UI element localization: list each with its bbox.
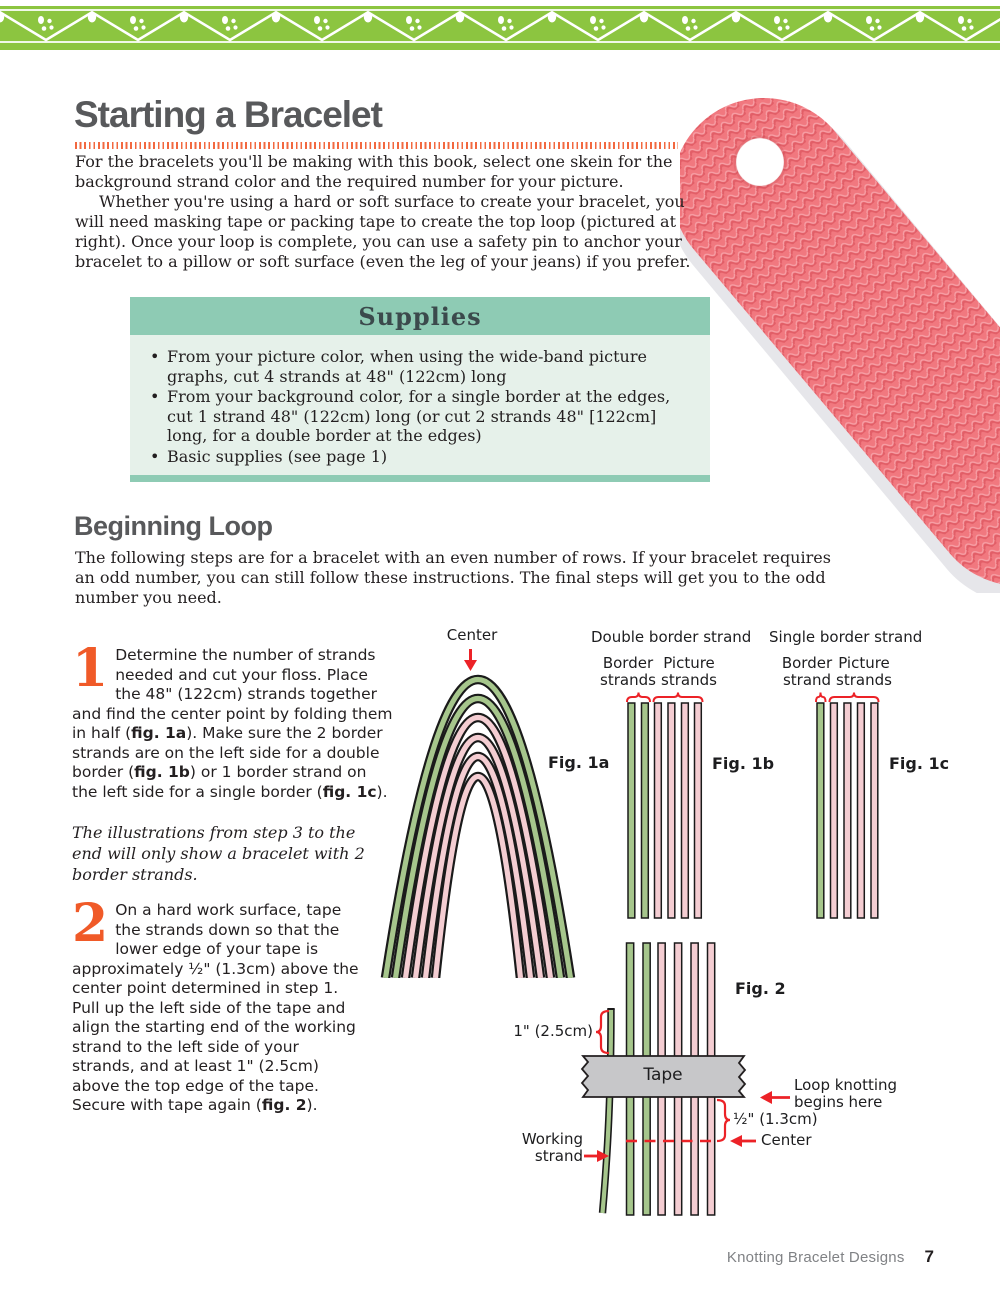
fig2-bottom-measure-label: ½" (1.3cm) (733, 1110, 818, 1128)
supplies-item: • From your background color, for a single border at the edges, cut 1 strand 48" (122cm) long (or cut 2 strands 48" [122cm] long, for a double border at the edges) (150, 387, 694, 446)
fig1b-border-label: Border strands (600, 654, 656, 689)
section-heading-beginning-loop: Beginning Loop (74, 511, 273, 541)
fig2-loop-note-arrow (760, 1091, 790, 1104)
beginning-loop-paragraph: The following steps are for a bracelet with an even number of rows. If your bracelet requires an odd number, you can still follow these instructions. The final steps will get you to the odd number you need. (75, 548, 831, 607)
title-underline-rule (75, 142, 678, 149)
fig1a-caption: Fig. 1a (548, 753, 610, 772)
fig2-top-measure-label: 1" (2.5cm) (513, 1022, 593, 1040)
fig2-working-strand-label: Working strand (521, 1130, 583, 1165)
fig2-loop-note-label: Loop knotting begins here (794, 1076, 898, 1111)
fig1b-title: Double border strand (591, 628, 752, 646)
fig1c-strands (817, 703, 878, 918)
fig1b-caption: Fig. 1b (712, 754, 775, 773)
bracelet-photo-graphic (680, 78, 1000, 593)
step-2-text: On a hard work surface, tape the strands down so that the lower edge of your tape is approximately ½" (1.3cm) above the center point determined in step 1. Pull up the left side of the tape and align the starting end of the working strand to the left side of your strands, and at least 1" (2.5cm) above the top edge of the tape. Secure with tape again (fig. 2). (72, 901, 359, 1114)
fig1c-braces (816, 693, 879, 703)
fig1c-title: Single border strand (769, 628, 923, 646)
step-2-number: 2 (72, 893, 109, 954)
footer-book-title: Knotting Bracelet Designs (726, 1249, 905, 1266)
supplies-box (130, 297, 710, 482)
fig2-caption: Fig. 2 (735, 979, 786, 998)
page-title: Starting a Bracelet (74, 94, 382, 135)
footer-page-number: 7 (924, 1247, 934, 1266)
intro-text (75, 152, 715, 272)
fig2-tape-label: Tape (643, 1065, 683, 1085)
step-1-text: Determine the number of strands needed and cut your floss. Place the 48" (122cm) strands together and find the center point by folding them in half (fig. 1a). Make sure the 2 border strands are on the left side for a double border (fig. 1b) or 1 border strand on the left side for a single border (fig. 1c). (72, 646, 393, 801)
page-footer (727, 1247, 934, 1267)
fig2-bottom-measure-brace (717, 1100, 730, 1141)
fig1b-picture-label: Picture strands (661, 654, 717, 689)
bracelet-band (764, 190, 1000, 494)
step-1 (72, 638, 394, 802)
fig1c-border-label: Border strand (781, 654, 833, 689)
fig1c-picture-label: Picture strands (836, 654, 892, 689)
intro-paragraph-1: For the bracelets you'll be making with this book, select one skein for the background strand color and the required number for your picture. (75, 152, 673, 191)
fig1a-center-arrow (464, 649, 477, 671)
zigzag-border-graphic (0, 6, 1000, 50)
fig2-working-strand (603, 1009, 615, 1213)
step-1-number: 1 (72, 638, 109, 699)
fig2-center-label: Center (761, 1131, 812, 1149)
step-2 (72, 893, 364, 1116)
decorative-top-border (0, 6, 1000, 50)
supplies-heading: Supplies (130, 297, 710, 335)
intro-paragraph-2: Whether you're using a hard or soft surface to create your bracelet, you will need masking tape or packing tape to create the top loop (pictured at right). Once your loop is complete, you can use a safety pin to anchor your bracelet to a pillow or soft surface (even the leg of your jeans) if you prefer. (75, 192, 691, 271)
supplies-bottom-strip (130, 475, 710, 482)
fig1c-caption: Fig. 1c (889, 754, 950, 773)
fig1b-braces (627, 693, 703, 703)
italic-note: The illustrations from step 3 to the end will only show a bracelet with 2 border strands. (72, 823, 365, 884)
figures-graphic (380, 620, 960, 1232)
bracelet-photo (680, 78, 1000, 593)
fig2-center-arrow (730, 1135, 756, 1147)
fig1a-center-label: Center (446, 626, 498, 644)
supplies-item: • Basic supplies (see page 1) (150, 447, 694, 467)
fig1a-arches (380, 680, 578, 993)
fig1b-strands (628, 703, 701, 918)
supplies-item: • From your picture color, when using the wide-band picture graphs, cut 4 strands at 48" (122cm) long (150, 347, 694, 386)
supplies-list-container (130, 335, 710, 475)
supplies-list (150, 347, 694, 466)
